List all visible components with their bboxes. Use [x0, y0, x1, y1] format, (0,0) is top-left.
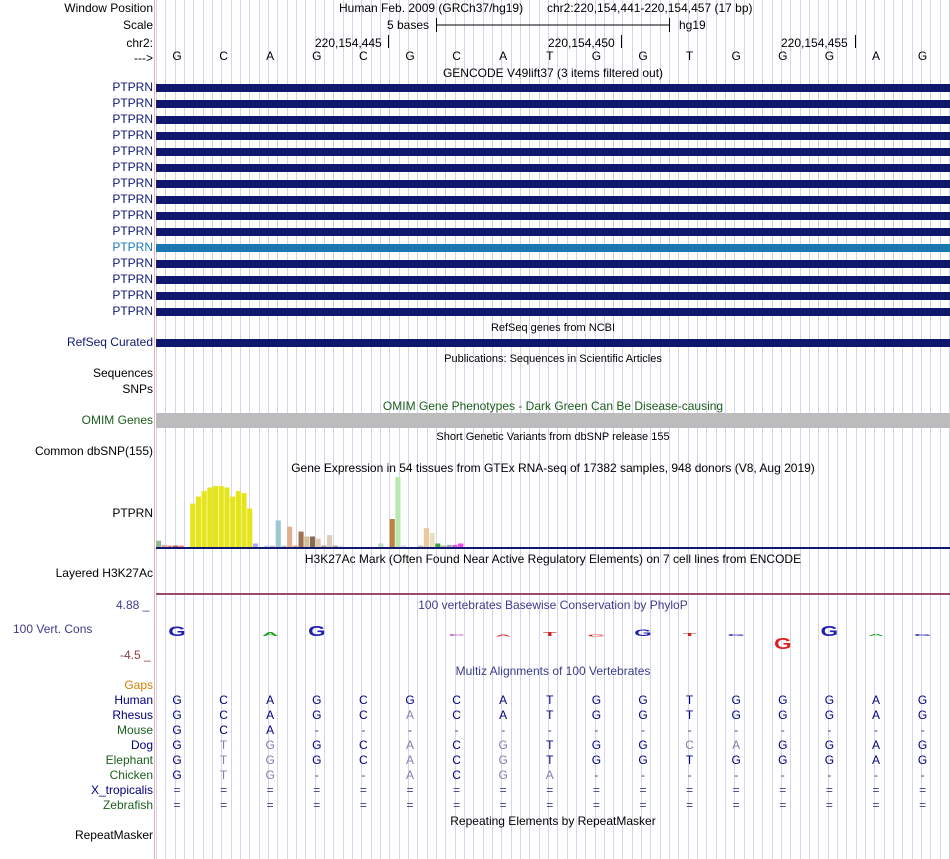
- alignment-base: G: [591, 693, 602, 707]
- gencode-gene-label[interactable]: PTPRN: [112, 112, 153, 126]
- gencode-gene-bar[interactable]: [156, 308, 950, 316]
- gencode-gene-bar[interactable]: [156, 116, 950, 124]
- alignment-base: G: [312, 738, 322, 752]
- alignment-base: A: [266, 693, 275, 707]
- omim-label[interactable]: OMIM Genes: [81, 413, 153, 427]
- alignment-base: T: [546, 753, 554, 767]
- phylop-base-letter: G: [774, 635, 792, 654]
- alignment-base: G: [638, 753, 648, 767]
- alignment-base: C: [219, 708, 228, 722]
- alignment-base: G: [824, 738, 835, 752]
- alignment-base: -: [827, 768, 832, 782]
- phylop-max-label: 4.88 _: [116, 598, 150, 612]
- alignment-base: G: [638, 693, 648, 707]
- alignment-base: G: [172, 723, 182, 737]
- alignment-base: G: [498, 768, 508, 782]
- gtex-tissue-bar: [173, 546, 178, 547]
- gencode-gene-bar[interactable]: [156, 276, 950, 284]
- sequence-base: A: [266, 49, 275, 63]
- alignment-base: G: [405, 693, 415, 707]
- gencode-gene-bar[interactable]: [156, 244, 950, 252]
- alignment-base: C: [219, 693, 228, 707]
- species-label[interactable]: Chicken: [109, 768, 153, 782]
- phylop-base-letter: A: [867, 633, 885, 637]
- alignment-base: =: [779, 783, 787, 797]
- gtex-tissue-bar: [287, 527, 292, 547]
- alignment-base: A: [871, 693, 880, 707]
- alignment-base: G: [917, 753, 928, 767]
- gtex-tissue-bar: [281, 546, 286, 547]
- alignment-base: -: [314, 723, 319, 737]
- alignment-base: G: [591, 708, 602, 722]
- alignment-base: =: [779, 798, 787, 812]
- alignment-base: G: [731, 693, 741, 707]
- gtex-tissue-bar: [310, 537, 315, 548]
- species-label[interactable]: X_tropicalis: [90, 783, 153, 797]
- publications-snps-label: SNPs: [122, 382, 153, 396]
- alignment-base: -: [874, 723, 878, 737]
- gtex-tissue-bar: [162, 545, 167, 547]
- alignment-base: G: [778, 708, 788, 722]
- alignment-base: =: [872, 783, 880, 797]
- gencode-gene-label[interactable]: PTPRN: [112, 304, 153, 318]
- phylop-base-letter: A: [262, 630, 279, 638]
- alignment-base: -: [501, 723, 506, 737]
- gencode-gene-bar[interactable]: [156, 164, 950, 172]
- coord-tick-label: 220,154,450: [548, 36, 615, 50]
- phylop-base-letter: G: [587, 634, 606, 638]
- scale-label: Scale: [122, 18, 153, 32]
- alignment-base: -: [594, 768, 599, 782]
- gtex-tissue-bar: [202, 491, 207, 547]
- alignment-base: G: [172, 693, 182, 707]
- sequence-base: G: [917, 49, 928, 63]
- label-divider: [154, 0, 155, 859]
- alignment-base: =: [919, 783, 927, 797]
- coord-tick: [621, 35, 622, 48]
- gencode-gene-bar[interactable]: [156, 212, 950, 220]
- gencode-gene-label[interactable]: PTPRN: [112, 240, 153, 254]
- alignment-base: G: [265, 768, 275, 782]
- alignment-base: G: [778, 738, 788, 752]
- repeatmasker-label: RepeatMasker: [74, 828, 153, 842]
- sequence-base: T: [685, 49, 694, 63]
- sequence-base: T: [546, 49, 554, 63]
- gencode-gene-bar[interactable]: [156, 292, 950, 300]
- gtex-tissue-bar: [247, 509, 252, 548]
- dbsnp-label: Common dbSNP(155): [34, 444, 153, 458]
- alignment-base: G: [172, 738, 182, 752]
- alignment-base: G: [312, 708, 322, 722]
- gtex-label: PTPRN: [112, 506, 153, 520]
- alignment-base: =: [313, 798, 321, 812]
- gtex-tissue-bar: [304, 537, 309, 548]
- assembly-title: Human Feb. 2009 (GRCh37/hg19): [339, 1, 524, 15]
- alignment-base: A: [405, 738, 414, 752]
- gencode-gene-bar[interactable]: [156, 100, 950, 108]
- alignment-base: A: [545, 768, 554, 782]
- gtex-tissue-bar: [418, 546, 423, 547]
- gtex-tissue-bar: [338, 546, 343, 547]
- alignment-base: T: [685, 693, 694, 707]
- strand-label: --->: [134, 51, 153, 65]
- gencode-gene-bar[interactable]: [156, 260, 950, 268]
- phylop-base-letter: G: [634, 627, 652, 639]
- phylop-base-letter: C: [448, 633, 465, 637]
- alignment-base: T: [685, 753, 694, 767]
- gencode-gene-label[interactable]: PTPRN: [112, 224, 153, 238]
- gencode-gene-label[interactable]: PTPRN: [112, 160, 153, 174]
- alignment-base: C: [359, 708, 368, 722]
- species-label[interactable]: Dog: [130, 738, 153, 752]
- phylop-base-letter: T: [542, 631, 557, 638]
- h3k27ac-label: Layered H3K27Ac: [55, 566, 153, 580]
- alignment-base: =: [453, 783, 461, 797]
- gencode-gene-label[interactable]: PTPRN: [112, 80, 153, 94]
- gtex-tissue-bar: [167, 546, 172, 547]
- alignment-base: -: [361, 723, 366, 737]
- alignment-base: =: [499, 798, 507, 812]
- alignment-base: =: [732, 783, 740, 797]
- gencode-gene-label[interactable]: PTPRN: [112, 192, 153, 206]
- species-label[interactable]: Mouse: [116, 723, 153, 737]
- alignment-base: G: [591, 753, 602, 767]
- gtex-tissue-bar: [242, 493, 247, 547]
- alignment-base: G: [498, 753, 508, 767]
- gencode-gene-label[interactable]: PTPRN: [112, 96, 153, 110]
- alignment-base: =: [220, 798, 228, 812]
- coord-tick-label: 220,154,445: [315, 36, 382, 50]
- species-label[interactable]: Zebrafish: [102, 798, 153, 812]
- alignment-base: C: [219, 723, 228, 737]
- alignment-base: T: [219, 753, 228, 767]
- gtex-track-title[interactable]: Gene Expression in 54 tissues from GTEx RNA-seq of 17382 samples, 948 donors (V8, Aug 2019): [291, 461, 815, 475]
- alignment-base: G: [824, 693, 835, 707]
- alignment-base: A: [732, 738, 741, 752]
- gtex-tissue-bar: [270, 546, 275, 547]
- gencode-gene-label[interactable]: PTPRN: [112, 272, 153, 286]
- gtex-expression-bars[interactable]: [156, 476, 950, 550]
- gtex-tissue-bar: [264, 546, 269, 547]
- alignment-base: C: [359, 738, 368, 752]
- refseq-track-title[interactable]: RefSeq genes from NCBI: [490, 322, 616, 334]
- gtex-tissue-bar: [253, 544, 258, 548]
- sequence-base: G: [731, 49, 741, 63]
- alignment-base: -: [547, 723, 552, 737]
- alignment-base: -: [408, 723, 412, 737]
- gtex-tissue-bar: [390, 519, 395, 547]
- gencode-gene-label[interactable]: PTPRN: [112, 128, 153, 142]
- scale-text: 5 bases: [387, 18, 430, 32]
- gtex-baseline: [156, 547, 950, 549]
- phylop-base-letter: G: [727, 633, 745, 637]
- species-label[interactable]: Rhesus: [112, 708, 153, 722]
- multiz-track-title[interactable]: Multiz Alignments of 100 Vertebrates: [455, 664, 651, 678]
- alignment-base: G: [172, 753, 182, 767]
- alignment-base: A: [266, 723, 275, 737]
- alignment-base: =: [639, 798, 647, 812]
- alignment-base: G: [778, 753, 788, 767]
- coord-tick-label: 220,154,455: [781, 36, 848, 50]
- omim-phenotype-bar[interactable]: [156, 413, 950, 428]
- phylop-base-letter: G: [913, 633, 932, 637]
- alignment-base: G: [917, 693, 928, 707]
- alignment-base: -: [314, 768, 319, 782]
- alignment-base: -: [734, 723, 739, 737]
- gencode-gene-bar[interactable]: [156, 84, 950, 92]
- gtex-tissue-bar: [435, 544, 440, 548]
- gtex-tissue-bar: [293, 546, 298, 547]
- gtex-tissue-bar: [424, 528, 429, 547]
- alignment-base: C: [359, 753, 368, 767]
- gencode-track-title[interactable]: GENCODE V49lift37 (3 items filtered out): [442, 66, 664, 80]
- alignment-base: =: [266, 783, 274, 797]
- gencode-gene-bar[interactable]: [156, 148, 950, 156]
- alignment-base: -: [361, 768, 366, 782]
- gtex-tissue-bar: [441, 546, 446, 547]
- alignment-base: A: [499, 708, 508, 722]
- alignment-base: G: [917, 708, 928, 722]
- alignment-base: =: [686, 783, 694, 797]
- scale-bar: [436, 17, 672, 33]
- alignment-base: A: [266, 708, 275, 722]
- gtex-tissue-bar: [395, 477, 400, 547]
- alignment-base: =: [825, 798, 833, 812]
- gencode-gene-label[interactable]: PTPRN: [112, 144, 153, 158]
- gtex-tissue-bar: [156, 541, 161, 547]
- gtex-tissue-bar: [213, 486, 218, 547]
- coord-tick: [855, 35, 856, 48]
- alignment-base: -: [874, 768, 878, 782]
- phylop-base-letter: T: [682, 632, 697, 638]
- alignment-base: A: [499, 693, 508, 707]
- alignment-base: G: [824, 708, 835, 722]
- gtex-tissue-bar: [447, 545, 452, 547]
- alignment-base: =: [499, 783, 507, 797]
- alignment-base: T: [546, 708, 554, 722]
- alignment-base: G: [731, 753, 741, 767]
- alignment-base: =: [266, 798, 274, 812]
- alignment-base: A: [405, 768, 414, 782]
- h3k27ac-track-title[interactable]: H3K27Ac Mark (Often Found Near Active Regulatory Elements) on 7 cell lines from ENCODE: [304, 552, 802, 566]
- alignment-base: G: [172, 768, 182, 782]
- alignment-base: =: [359, 798, 367, 812]
- position-readout[interactable]: chr2:220,154,441-220,154,457 (17 bp): [547, 1, 753, 15]
- gtex-tissue-bar: [236, 491, 241, 547]
- coord-tick: [388, 35, 389, 48]
- alignment-base: G: [917, 738, 928, 752]
- gtex-tissue-bar: [299, 532, 304, 547]
- scale-db: hg19: [679, 18, 706, 32]
- phylop-min-label: -4.5 _: [120, 648, 151, 662]
- alignment-base: T: [219, 738, 228, 752]
- sequence-base: A: [499, 49, 508, 63]
- dbsnp-track-title[interactable]: Short Genetic Variants from dbSNP release 155: [436, 431, 670, 443]
- refseq-gene-bar[interactable]: [156, 339, 950, 347]
- alignment-base: G: [638, 708, 648, 722]
- alignment-base: =: [546, 783, 554, 797]
- alignment-base: G: [731, 708, 741, 722]
- sequence-base: G: [405, 49, 415, 63]
- gtex-tissue-bar: [333, 546, 338, 547]
- alignment-base: A: [405, 753, 414, 767]
- alignment-base: G: [638, 738, 648, 752]
- gencode-gene-label[interactable]: PTPRN: [112, 176, 153, 190]
- alignment-base: -: [920, 723, 925, 737]
- gtex-tissue-bar: [321, 546, 326, 547]
- omim-track-title[interactable]: OMIM Gene Phenotypes - Dark Green Can Be Disease-causing: [382, 399, 724, 413]
- sequence-base: C: [452, 49, 461, 63]
- gtex-tissue-bar: [316, 539, 321, 547]
- gtex-tissue-bar: [430, 533, 435, 547]
- phylop-base-letter: G: [168, 623, 186, 639]
- gtex-tissue-bar: [458, 544, 463, 548]
- alignment-base: -: [780, 768, 785, 782]
- sequence-base: G: [591, 49, 602, 63]
- alignment-base: -: [687, 723, 692, 737]
- alignment-base: G: [824, 753, 835, 767]
- gtex-tissue-bar: [224, 488, 229, 548]
- alignment-base: G: [591, 738, 602, 752]
- sequence-base: C: [219, 49, 228, 63]
- phylop-label: 100 Vert. Cons: [13, 622, 93, 636]
- sequence-base: G: [778, 49, 788, 63]
- gencode-gene-bar[interactable]: [156, 132, 950, 140]
- alignment-base: =: [546, 798, 554, 812]
- alignment-base: G: [265, 738, 275, 752]
- refseq-label[interactable]: RefSeq Curated: [66, 335, 153, 349]
- phylop-base-letter: G: [820, 623, 839, 640]
- alignment-base: -: [641, 768, 645, 782]
- alignment-base: -: [594, 723, 599, 737]
- alignment-base: =: [825, 783, 833, 797]
- gtex-tissue-bar: [276, 520, 281, 547]
- alignment-base: T: [685, 708, 694, 722]
- alignment-base: A: [871, 738, 880, 752]
- alignment-base: G: [265, 753, 275, 767]
- gtex-tissue-bar: [327, 535, 332, 547]
- phylop-base-letter: G: [308, 623, 326, 640]
- alignment-base: -: [641, 723, 645, 737]
- alignment-base: G: [172, 708, 182, 722]
- gtex-tissue-bar: [219, 486, 224, 547]
- phylop-logo[interactable]: [156, 612, 950, 662]
- sequence-base: G: [638, 49, 648, 63]
- sequence-base: A: [871, 49, 880, 63]
- gtex-tissue-bar: [378, 544, 383, 548]
- gtex-tissue-bar: [179, 546, 184, 547]
- alignment-base: A: [871, 753, 880, 767]
- alignment-base: C: [452, 753, 461, 767]
- alignment-base: =: [359, 783, 367, 797]
- alignment-base: G: [498, 738, 508, 752]
- alignment-base: -: [827, 723, 832, 737]
- alignment-base: =: [872, 798, 880, 812]
- repeatmasker-track-title[interactable]: Repeating Elements by RepeatMasker: [450, 814, 656, 828]
- gtex-tissue-bar: [190, 504, 195, 547]
- alignment-base: =: [732, 798, 740, 812]
- alignment-base: =: [592, 798, 600, 812]
- alignment-base: C: [452, 708, 461, 722]
- alignment-base: T: [219, 768, 228, 782]
- alignment-base: C: [452, 768, 461, 782]
- alignment-base: G: [312, 693, 322, 707]
- alignment-base: T: [546, 693, 554, 707]
- sequence-base: G: [824, 49, 835, 63]
- alignment-base: -: [780, 723, 785, 737]
- alignment-base: =: [919, 798, 927, 812]
- alignment-base: -: [734, 768, 739, 782]
- sequence-base: G: [312, 49, 322, 63]
- gencode-gene-label[interactable]: PTPRN: [112, 256, 153, 270]
- alignment-base: A: [871, 708, 880, 722]
- gencode-gene-bar[interactable]: [156, 228, 950, 236]
- alignment-base: =: [173, 783, 181, 797]
- alignment-base: G: [778, 693, 788, 707]
- species-label[interactable]: Human: [114, 693, 153, 707]
- gtex-tissue-bar: [401, 545, 406, 547]
- multiz-gaps-label: Gaps: [124, 678, 153, 692]
- alignment-base: =: [406, 783, 414, 797]
- alignment-base: -: [687, 768, 692, 782]
- gtex-tissue-bar: [196, 497, 201, 547]
- gtex-tissue-bar: [207, 488, 212, 548]
- gencode-gene-bar[interactable]: [156, 180, 950, 188]
- alignment-base: =: [313, 783, 321, 797]
- sequence-base: C: [359, 49, 368, 63]
- alignment-base: A: [405, 708, 414, 722]
- alignment-base: =: [639, 783, 647, 797]
- sequence-base: G: [172, 49, 182, 63]
- gencode-gene-label[interactable]: PTPRN: [112, 208, 153, 222]
- phylop-base-letter: A: [495, 634, 512, 638]
- alignment-base: =: [220, 783, 228, 797]
- window-position-label: Window Position: [64, 1, 153, 15]
- alignment-base: =: [592, 783, 600, 797]
- gtex-tissue-bar: [230, 497, 235, 547]
- alignment-base: C: [452, 738, 461, 752]
- alignment-base: -: [454, 723, 459, 737]
- publications-sequences-label: Sequences: [92, 366, 153, 380]
- phylop-track-title[interactable]: 100 vertebrates Basewise Conservation by PhyloP: [418, 598, 688, 612]
- gencode-gene-bar[interactable]: [156, 196, 950, 204]
- alignment-base: =: [406, 798, 414, 812]
- alignment-base: C: [452, 693, 461, 707]
- publications-track-title[interactable]: Publications: Sequences in Scientific Articles: [444, 353, 662, 365]
- chrom-label: chr2:: [126, 36, 153, 50]
- alignment-base: C: [685, 738, 694, 752]
- alignment-base: -: [920, 768, 925, 782]
- alignment-base: C: [359, 693, 368, 707]
- alignment-base: G: [312, 753, 322, 767]
- alignment-base: =: [173, 798, 181, 812]
- gencode-gene-label[interactable]: PTPRN: [112, 288, 153, 302]
- gtex-tissue-bar: [452, 545, 457, 547]
- alignment-base: =: [453, 798, 461, 812]
- species-label[interactable]: Elephant: [105, 753, 153, 767]
- h3k27ac-signal-line: [156, 593, 950, 595]
- alignment-base: T: [546, 738, 554, 752]
- alignment-base: =: [686, 798, 694, 812]
